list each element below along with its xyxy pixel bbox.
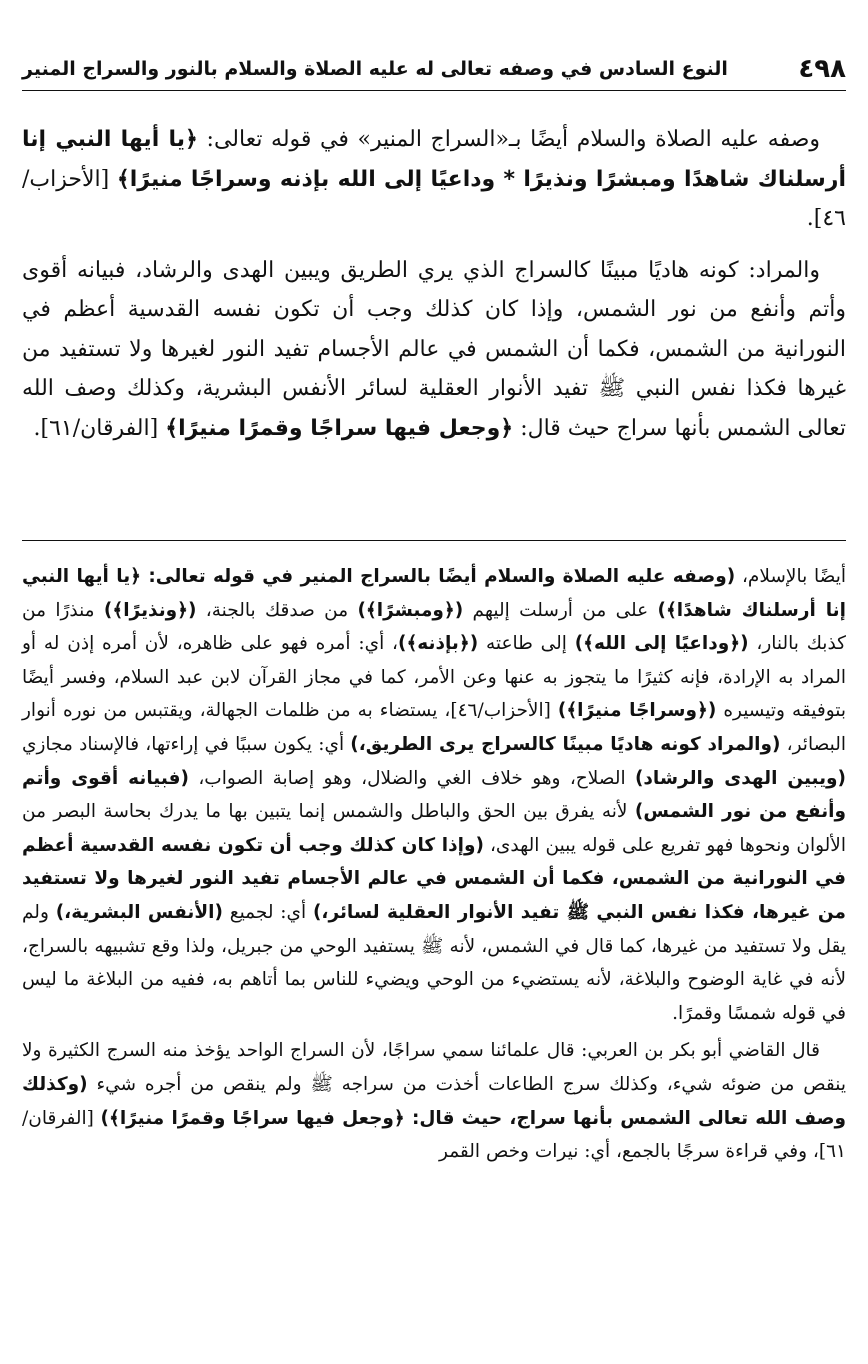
commentary-segment: لأنه يفرق بين الحق والباطل والشمس إنما يتبين بها ما يدرك بحاسة البصر من الألوان ونحوها فهو تفريع على قوله يبين الهدى، [22, 801, 846, 856]
commentary-segment: أي: لجميع [222, 901, 313, 923]
commentary-segment: منذرًا من كذبك بالنار، [22, 599, 846, 655]
main-paragraph-1 [22, 120, 846, 239]
quoted-main-text: (وصفه عليه الصلاة والسلام أيضًا بالسراج المنير في قوله تعالى: ﴿يا أيها النبي إنا أرسلناك شاهدًا﴾) [22, 566, 846, 621]
main-text-segment: والمراد: كونه هاديًا مبينًا كالسراج الذي يري الطريق ويبين الهدى والرشاد، فبيانه أقوى وأتم وأنفع من نور الشمس، وإذا كان كذلك وجب أن تكون نفسه القدسية أعظم في النورانية من الشمس، فكما أن الشمس في عالم الأجسام تفيد النور لغيرها ولا تستفيد من غيرها فكذا نفس النبي ﷺ تفيد الأنوار العقلية لسائر الأنفس البشرية، وكذلك وصف الله تعالى الشمس بأنها سراج حيث قال: [22, 257, 847, 441]
footnote-divider [22, 540, 846, 541]
quran-verse: ﴿وجعل فيها سراجًا وقمرًا منيرًا﴾ [165, 415, 514, 441]
quoted-main-text: (ويبين الهدى والرشاد) [634, 767, 847, 789]
quran-verse: ﴿يا أيها النبي إنا أرسلناك شاهدًا ومبشرًا ونذيرًا * وداعيًا إلى الله بإذنه وسراجًا منيرًا﴾ [22, 127, 846, 192]
quoted-main-text: (الأنفس البشرية،) [55, 901, 223, 923]
quoted-main-text: (﴿ونذيرًا﴾) [103, 599, 197, 621]
main-paragraph-2 [22, 251, 846, 449]
commentary-segment: إلى طاعته [478, 633, 575, 655]
verse-citation: [الأحزاب/٤٦]. [22, 166, 846, 231]
verse-citation: [الفرقان/٦١]. [33, 415, 166, 441]
running-title: النوع السادس في وصفه تعالى له عليه الصلاة والسلام بالنور والسراج المنير [22, 58, 728, 80]
commentary-paragraph-1 [22, 560, 846, 1030]
quoted-main-text: (﴿بإذنه﴾) [398, 633, 479, 655]
commentary-paragraph-2 [22, 1034, 846, 1168]
page-number: ٤٩٨ [798, 54, 846, 84]
commentary-segment: ولم يقل ولا تستفيد من غيرها، كما قال في الشمس، لأنه ﷺ يستفيد الوحي من جبريل، ولذا وقع تشبيهه بالسراج، لأنه في غاية الوضوح والبلاغة، لأنه يستضيء من الوحي ويضيء للناس بما أتاهم به، ففيه من البلاغة ما ليس في قوله شمسًا وقمرًا. [22, 901, 846, 1024]
commentary-segment: [الأحزاب/٤٦]، يستضاء به من ظلمات الجهالة، ويقتبس من نوره أنوار البصائر، [22, 700, 846, 755]
commentary-segment: ، أي: أمره فهو على ظاهره، لأن أمره إذن له أو المراد به الإرادة، فإنه كثيرًا ما يتجوز به عنها وعن الأمر، كما في مجاز القرآن لابن عبد السلام، وفسر أيضًا بتوفيقه وتيسيره [22, 633, 846, 722]
quoted-main-text: (فبيانه أقوى وأتم وأنفع من نور الشمس) [22, 767, 846, 823]
commentary-segment: أي: يكون سببًا في إراءتها، فالإسناد مجازي [22, 733, 351, 755]
quoted-main-text: (﴿ومبشرًا﴾) [357, 599, 464, 621]
commentary-segment: قال القاضي أبو بكر بن العربي: قال علمائنا سمي سراجًا، لأن السراج الواحد يؤخذ منه السرج الكثيرة ولا ينقص من ضوئه شيء، وكذلك سرج الطاعات أخذت من سراجه ﷺ ولم ينقص من أجره شيء [22, 1040, 846, 1095]
commentary-segment: [الفرقان/٦١]، وفي قراءة سرجًا بالجمع، أي: نيرات وخص القمر [22, 1107, 846, 1163]
main-text-segment: وصفه عليه الصلاة والسلام أيضًا بـ«السراج المنير» في قوله تعالى: [197, 127, 821, 152]
page-header [22, 50, 846, 91]
quoted-main-text: (وإذا كان كذلك وجب أن تكون نفسه القدسية أعظم في النورانية من الشمس، فكما أن الشمس في عالم الأجسام تفيد النور لغيرها ولا تستفيد من غيرها، فكذا نفس النبي ﷺ تفيد الأنوار العقلية لسائر،) [22, 834, 847, 923]
commentary-segment: الصلاح، وهو خلاف الغي والضلال، وهو إصابة الصواب، [188, 767, 635, 789]
quoted-main-text: (وكذلك وصف الله تعالى الشمس بأنها سراج، حيث قال: ﴿وجعل فيها سراجًا وقمرًا منيرًا﴾) [22, 1073, 846, 1129]
commentary-segment: على من أرسلت إليهم [463, 599, 658, 621]
quoted-main-text: (﴿وسراجًا منيرًا﴾) [557, 700, 717, 722]
quoted-main-text: (﴿وداعيًا إلى الله﴾) [574, 633, 749, 655]
commentary-text [22, 560, 846, 1169]
commentary-segment: من صدقك بالجنة، [196, 599, 358, 621]
main-text [22, 120, 846, 448]
quoted-main-text: (والمراد كونه هاديًا مبينًا كالسراج يرى الطريق،) [350, 733, 781, 755]
commentary-segment: أيضًا بالإسلام، [735, 566, 847, 587]
